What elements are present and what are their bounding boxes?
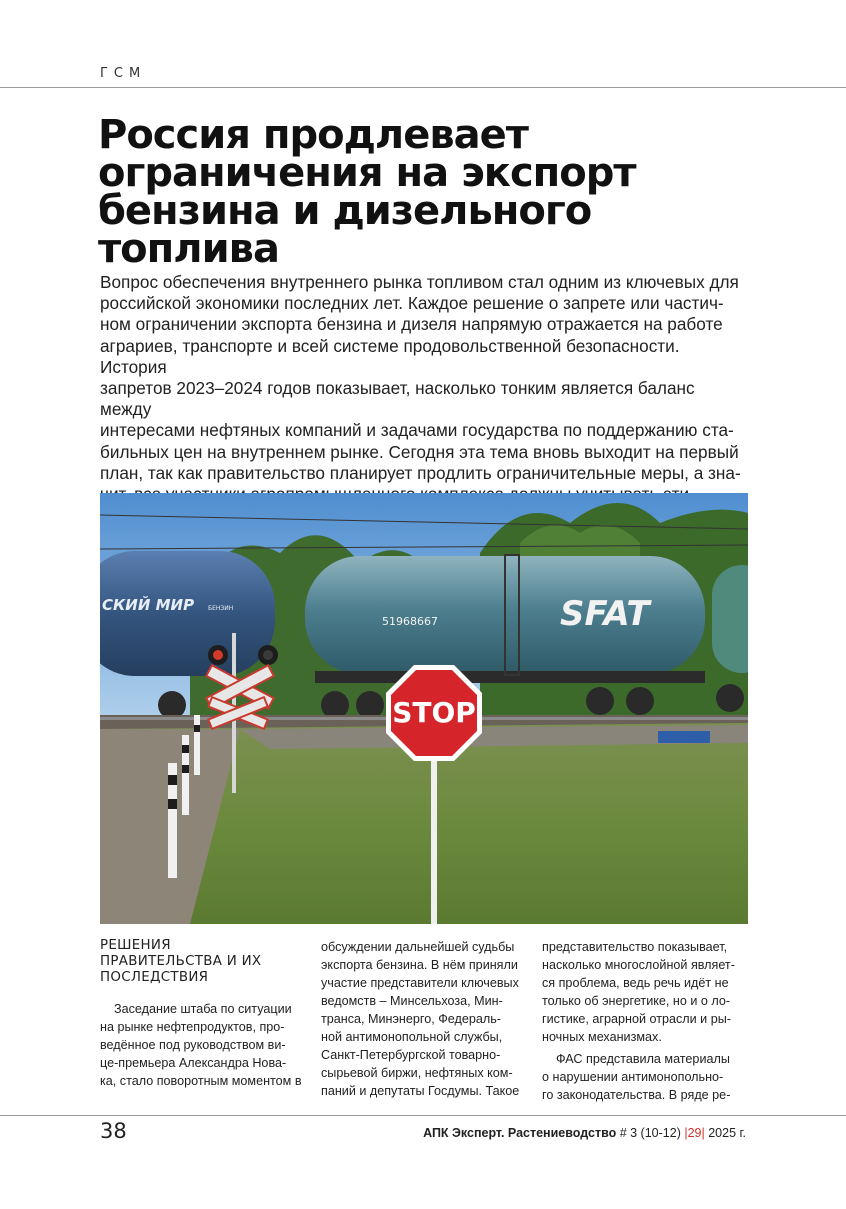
lead-line: план, так как правительство планирует продлить ограничительные меры, а зна- [100,462,741,483]
body-line: сырьевой биржи, нефтяных ком- [321,1066,513,1080]
stop-sign-text: STOP [392,696,476,729]
lead-line: ном ограничении экспорта бензина и дизеля напрямую отражается на работе [100,314,723,335]
section-subheading [100,938,306,986]
tank-center-brand: SFAT [560,594,650,634]
article-title [98,112,758,272]
column-2 [321,938,527,1100]
wheel [321,691,349,719]
body-line: гистике, аграрной отрасли и ры- [542,1012,731,1026]
body-line: ведённое под руководством ви- [100,1038,286,1052]
body-line: обсуждении дальнейшей судьбы [321,940,515,954]
body-paragraph [321,938,527,1100]
body-line: только об энергетике, но и о ло- [542,994,731,1008]
blue-debris [658,731,710,743]
body-line: ной антимонопольной службы, [321,1030,503,1044]
article-photo [100,493,748,924]
lead-line: российской экономики последних лет. Каждое решение о запрете или частич- [100,293,724,314]
wheel [356,691,384,719]
subhead-line: РЕШЕНИЯ [100,938,171,953]
body-line: насколько многослойной являет- [542,958,735,972]
tank-right [712,565,748,673]
column-1 [100,938,306,1090]
subhead-line: ПОСЛЕДСТВИЯ [100,970,209,985]
top-divider [0,87,846,88]
stop-sign-pole [431,751,437,924]
tank-small-label: БЕНЗИН [208,605,234,612]
body-line: на рынке нефтепродуктов, про- [100,1020,285,1034]
journal-title: АПК Эксперт. Растениеводство [423,1126,617,1140]
page-number: 38 [100,1119,127,1143]
title-line: ограничения на экспорт [98,150,636,196]
lead-line: Вопрос обеспечения внутреннего рынка топливом стал одним из ключевых для [100,272,739,292]
body-line: Заседание штаба по ситуации [114,1002,292,1016]
tank-center-number: 51968667 [382,615,438,628]
body-line: ся проблема, ведь речь идёт не [542,976,729,990]
body-line: це-премьера Александра Нова- [100,1056,287,1070]
issue-total: |29| [684,1126,705,1140]
photo-illustration [100,493,748,924]
lead-line: интересами нефтяных компаний и задачами государства по поддержанию ста- [100,420,734,441]
bottom-divider [0,1115,846,1116]
tank-left-label: СКИЙ МИР [102,596,195,614]
wheel [716,684,744,712]
lead-line: запретов 2023–2024 годов показывает, насколько тонким является баланс между [100,378,695,420]
journal-footer [423,1126,746,1140]
body-line: ночных механизмах. [542,1030,662,1044]
column-3 [542,938,748,1104]
title-line: Россия продлевает [98,112,528,158]
lead-line: аграриев, транспорте и всей системе продовольственной безопасности. История [100,335,680,377]
body-line: экспорта бензина. В нём приняли [321,958,518,972]
body-line: го законодательства. В ряде ре- [542,1088,731,1102]
body-line: ка, стало поворотным моментом в [100,1074,302,1088]
section-label: ГСМ [100,66,147,81]
body-paragraph [100,1000,306,1090]
body-line: транса, Минэнерго, Федераль- [321,1012,501,1026]
wheel [158,691,186,719]
issue-number: # 3 (10-12) [616,1126,685,1140]
body-line: паний и депутаты Госдумы. Такое [321,1084,520,1098]
body-line: участие представители ключевых [321,976,519,990]
issue-year: 2025 г. [704,1126,746,1140]
title-line: топлива [98,226,279,272]
body-line: о нарушении антимонопольно- [542,1070,724,1084]
body-line: ведомств – Минсельхоза, Мин- [321,994,503,1008]
lead-line: бильных цен на внутреннем рынке. Сегодня эта тема вновь выходит на первый [100,441,739,462]
subhead-line: ПРАВИТЕЛЬСТВА И ИХ [100,954,262,969]
tank-frame [315,671,705,683]
body-paragraph [542,938,748,1046]
body-line: представительство показывает, [542,940,728,954]
title-line: бензина и дизельного [98,188,592,234]
wheel [626,687,654,715]
body-paragraph [542,1050,748,1104]
body-line: ФАС представила материалы [556,1052,730,1066]
body-line: Санкт-Петербургской товарно- [321,1048,501,1062]
wheel [586,687,614,715]
